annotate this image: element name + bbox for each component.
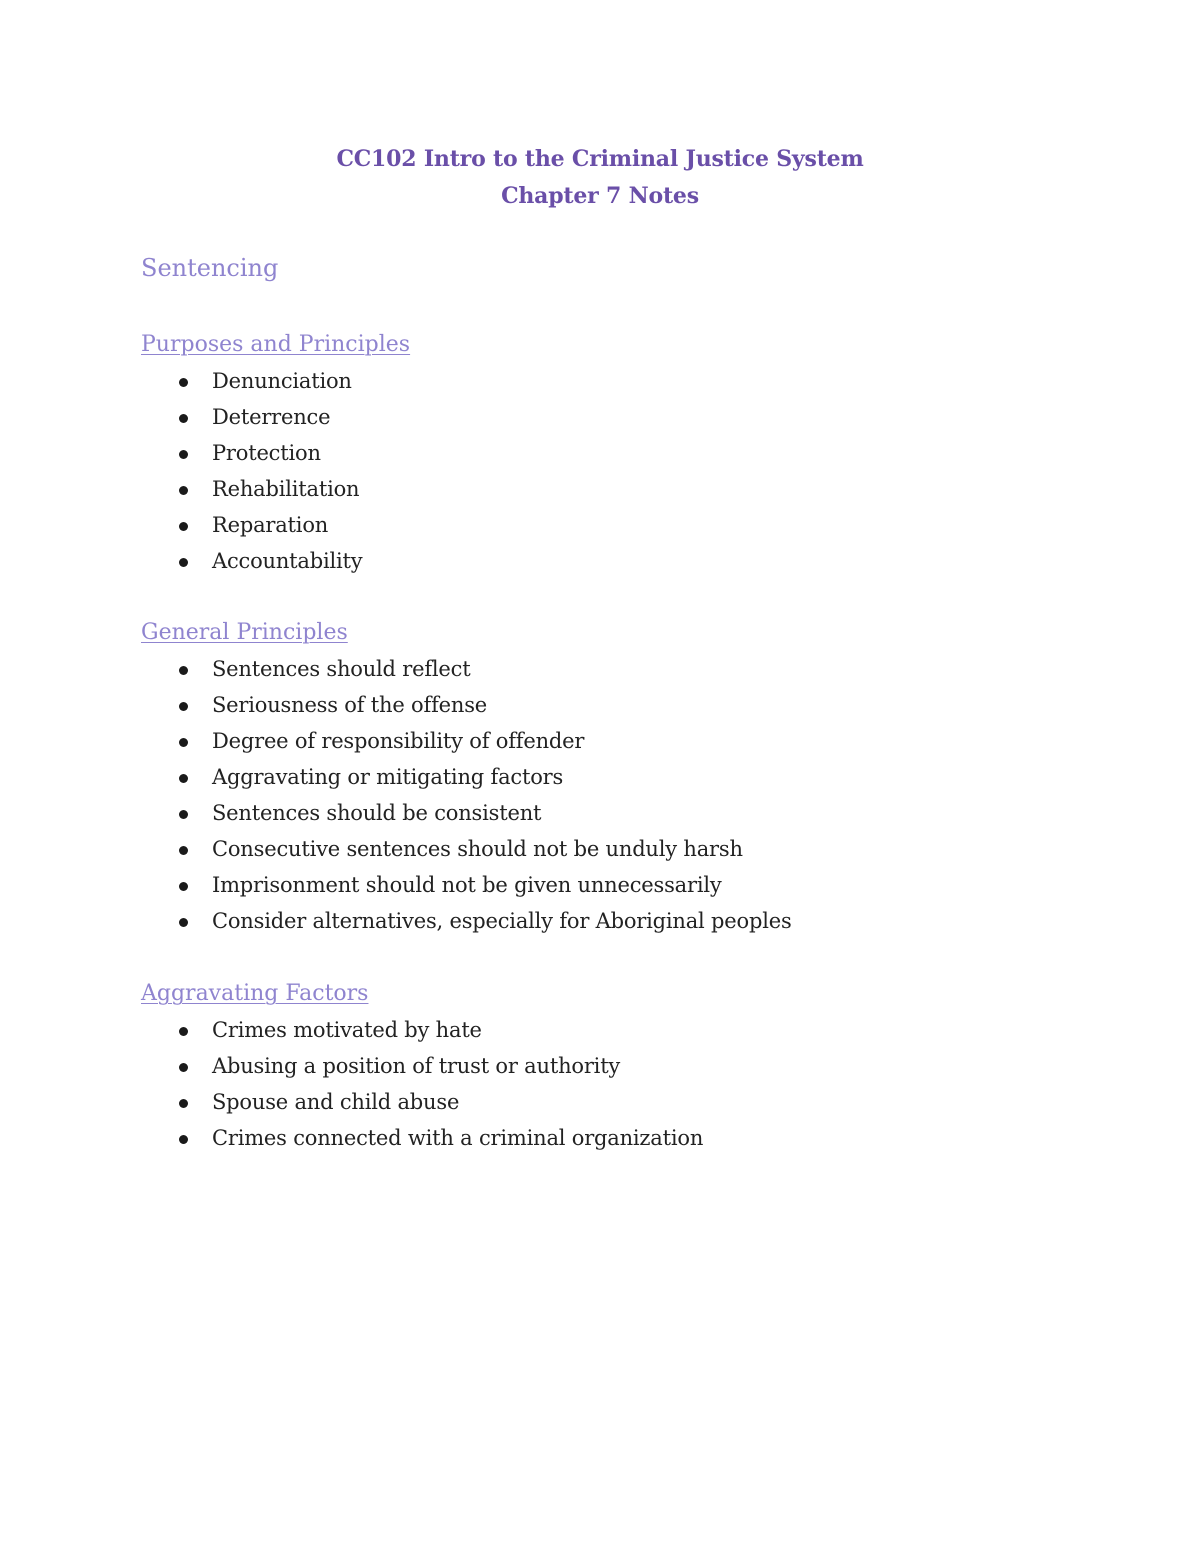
list-item — [176, 471, 362, 507]
list-item — [176, 903, 792, 939]
list-item-text: Consecutive sentences should not be unduly harsh — [212, 837, 743, 861]
list-item — [176, 687, 792, 723]
list-item-text: Accountability — [212, 549, 363, 573]
subheading-purposes-and-principles: Purposes and Principles — [141, 332, 411, 357]
bullet-icon — [179, 558, 188, 567]
list-item-text: Denunciation — [212, 369, 352, 393]
list-item — [176, 651, 792, 687]
list-item-text: Crimes connected with a criminal organization — [212, 1126, 704, 1150]
subheading-general-principles: General Principles — [141, 620, 348, 645]
bullet-icon — [179, 1027, 188, 1036]
bullet-icon — [179, 810, 188, 819]
list-item — [176, 543, 362, 579]
list-item-text: Consider alternatives, especially for Aboriginal peoples — [212, 909, 792, 933]
list-item — [176, 363, 362, 399]
list-item — [176, 1120, 703, 1156]
list-item — [176, 435, 362, 471]
bullet-icon — [179, 414, 188, 423]
bullet-icon — [179, 774, 188, 783]
bullet-icon — [179, 378, 188, 387]
bullet-icon — [179, 702, 188, 711]
list-item — [176, 723, 792, 759]
subheading-aggravating-factors: Aggravating Factors — [141, 981, 369, 1006]
section-heading-sentencing: Sentencing — [141, 254, 279, 282]
general-principles-list — [176, 651, 792, 939]
list-item — [176, 867, 792, 903]
bullet-icon — [179, 882, 188, 891]
bullet-icon — [179, 918, 188, 927]
list-item-text: Crimes motivated by hate — [212, 1018, 482, 1042]
list-item-text: Imprisonment should not be given unnecessarily — [212, 873, 722, 897]
document-subtitle: Chapter 7 Notes — [501, 183, 699, 209]
list-item-text: Abusing a position of trust or authority — [212, 1054, 621, 1078]
list-item-text: Reparation — [212, 513, 329, 537]
list-item — [176, 1084, 703, 1120]
list-item — [176, 1048, 703, 1084]
bullet-icon — [179, 1063, 188, 1072]
list-item-text: Protection — [212, 441, 321, 465]
document-title: CC102 Intro to the Criminal Justice System — [336, 146, 864, 172]
bullet-icon — [179, 486, 188, 495]
list-item — [176, 759, 792, 795]
bullet-icon — [179, 522, 188, 531]
bullet-icon — [179, 1099, 188, 1108]
list-item-text: Seriousness of the offense — [212, 693, 487, 717]
list-item — [176, 399, 362, 435]
list-item-text: Sentences should be consistent — [212, 801, 542, 825]
list-item — [176, 1012, 703, 1048]
bullet-icon — [179, 738, 188, 747]
bullet-icon — [179, 450, 188, 459]
list-item — [176, 795, 792, 831]
list-item — [176, 507, 362, 543]
list-item-text: Aggravating or mitigating factors — [212, 765, 564, 789]
title-block — [0, 141, 1200, 215]
list-item-text: Deterrence — [212, 405, 331, 429]
bullet-icon — [179, 1135, 188, 1144]
bullet-icon — [179, 666, 188, 675]
list-item-text: Degree of responsibility of offender — [212, 729, 585, 753]
list-item-text: Rehabilitation — [212, 477, 360, 501]
bullet-icon — [179, 846, 188, 855]
list-item — [176, 831, 792, 867]
aggravating-factors-list — [176, 1012, 703, 1156]
purposes-list — [176, 363, 362, 579]
list-item-text: Sentences should reflect — [212, 657, 471, 681]
list-item-text: Spouse and child abuse — [212, 1090, 460, 1114]
